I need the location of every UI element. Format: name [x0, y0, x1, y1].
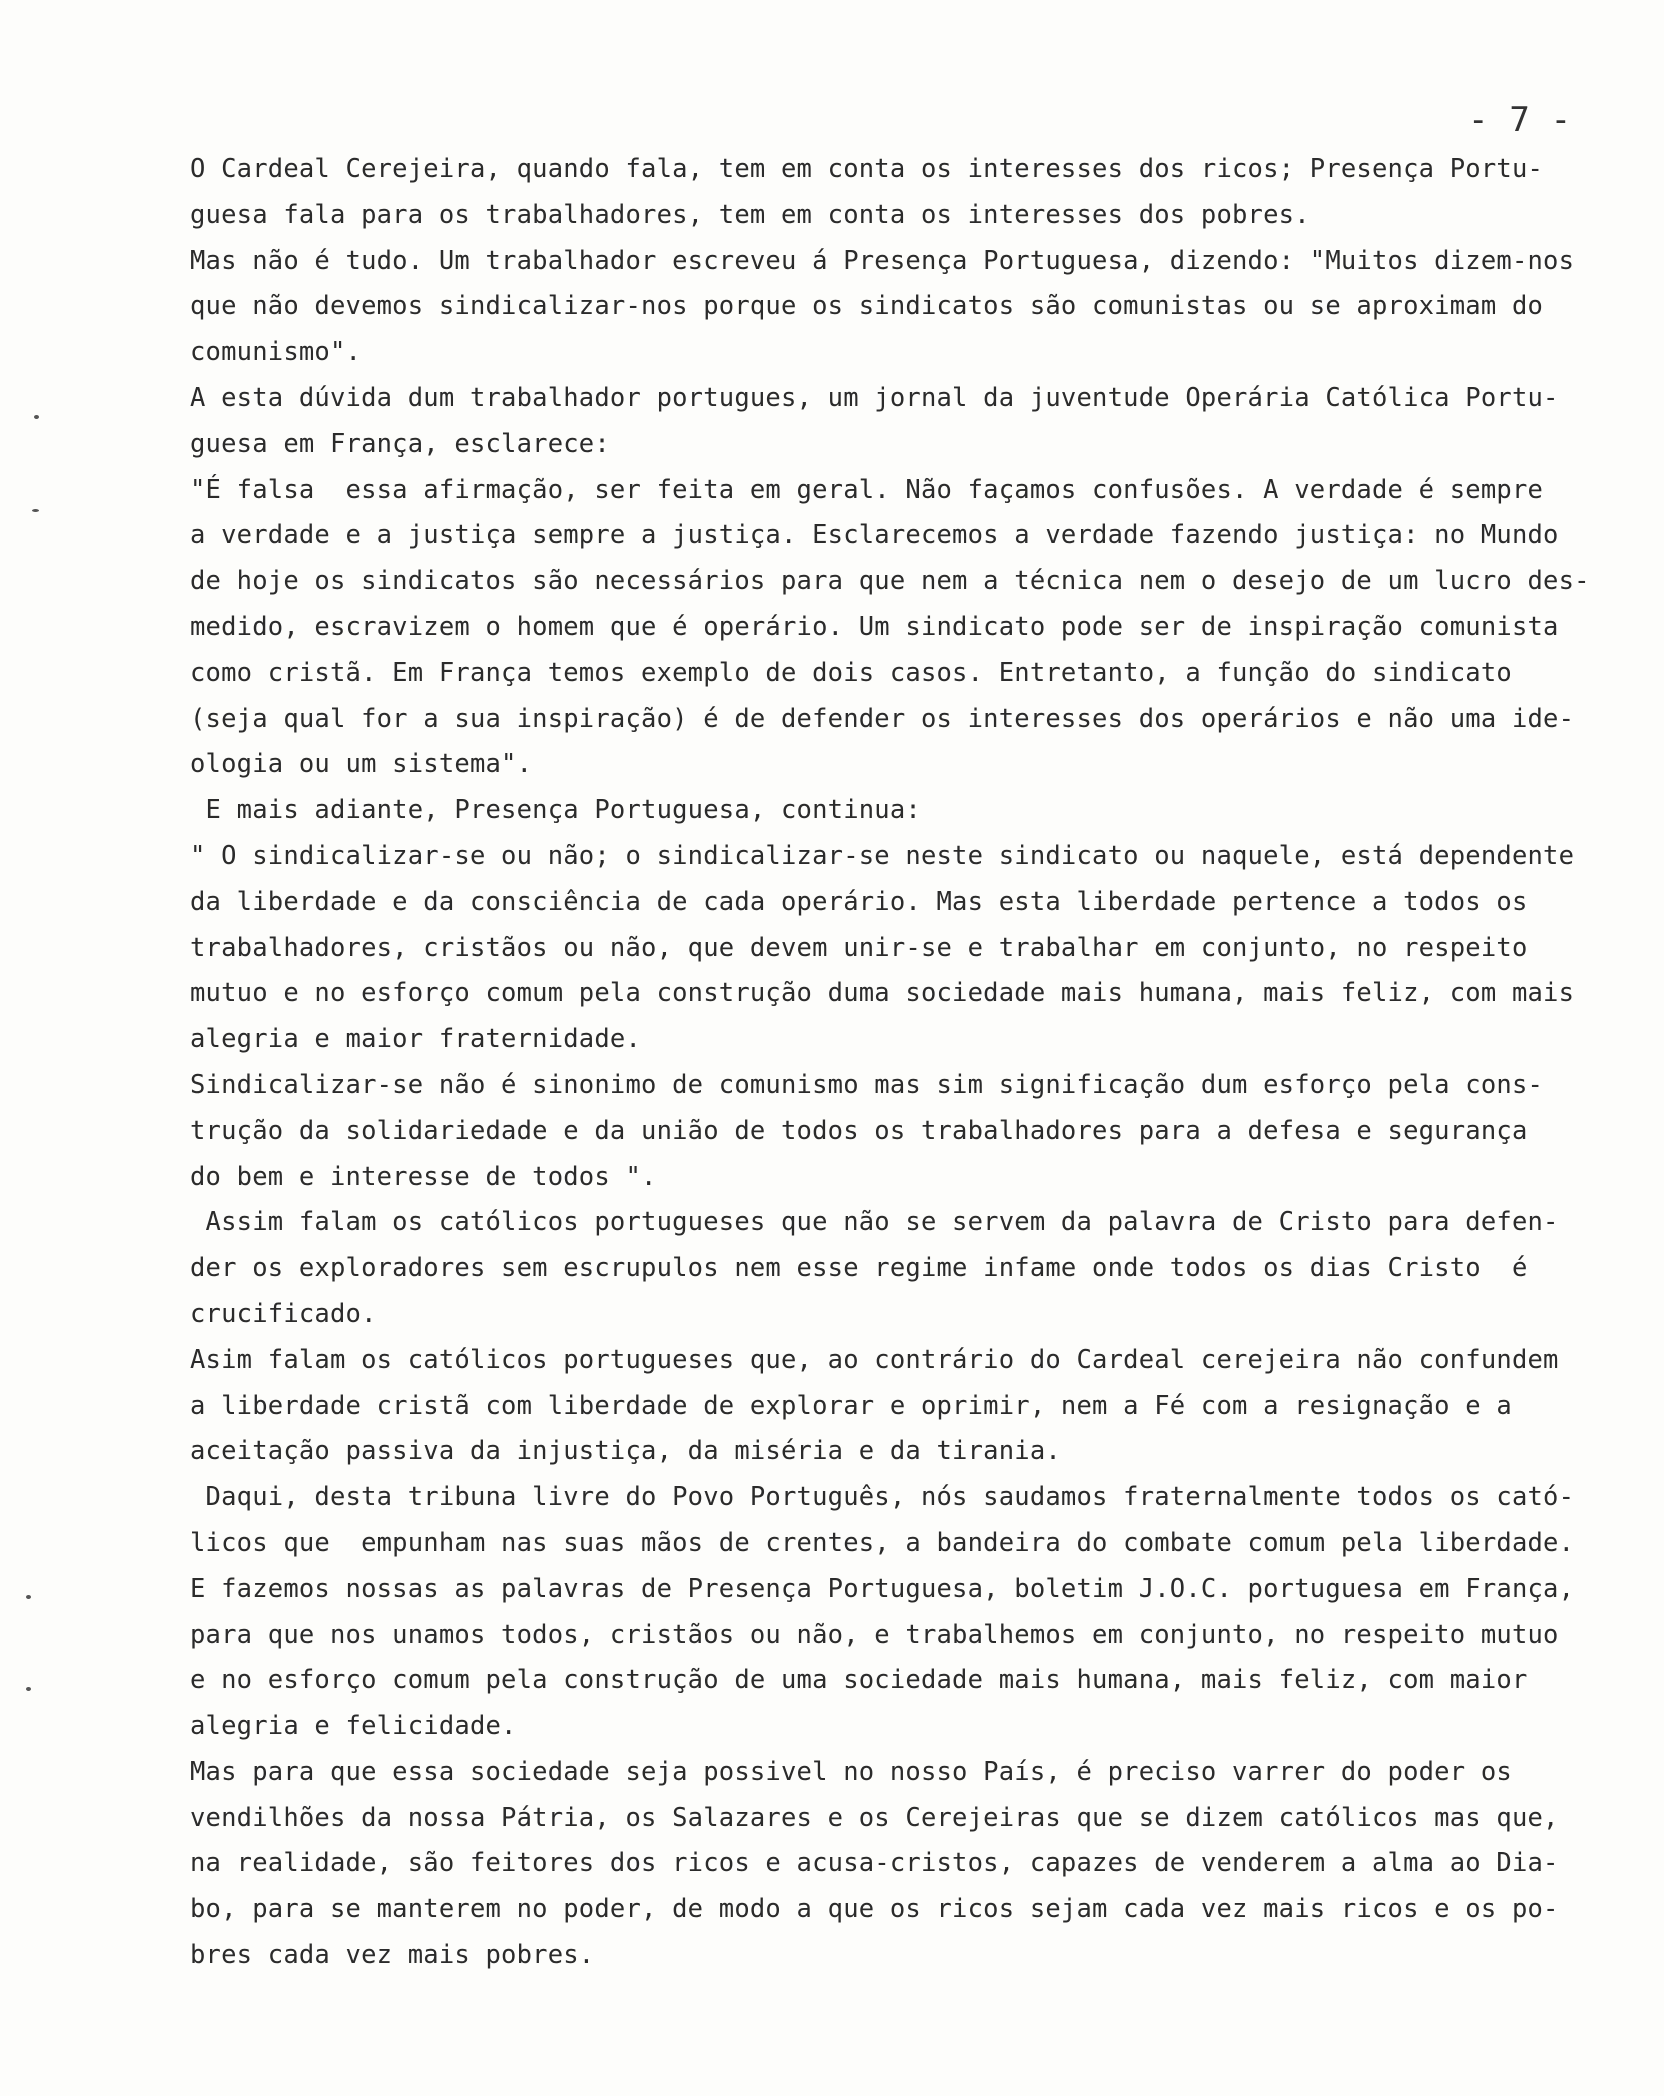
text-line: de hoje os sindicatos são necessários para que nem a técnica nem o desejo de um lucro des-: [190, 566, 1590, 597]
text-line: guesa em França, esclarece:: [190, 428, 610, 459]
text-line: como cristã. Em França temos exemplo de dois casos. Entretanto, a função do sindicato: [190, 657, 1512, 688]
text-line: Mas não é tudo. Um trabalhador escreveu á Presença Portuguesa, dizendo: "Muitos dizem-nos: [190, 245, 1575, 276]
text-line: alegria e felicidade.: [190, 1711, 517, 1742]
text-line: trução da solidariedade e da união de todos os trabalhadores para a defesa e segurança: [190, 1115, 1528, 1146]
text-line: na realidade, são feitores dos ricos e acusa-cristos, capazes de venderem a alma ao Dia-: [190, 1848, 1559, 1879]
text-line: Mas para que essa sociedade seja possivel no nosso País, é preciso varrer do poder os: [190, 1756, 1512, 1787]
text-line: a verdade e a justiça sempre a justiça. Esclarecemos a verdade fazendo justiça: no Mundo: [190, 520, 1559, 551]
text-line: (seja qual for a sua inspiração) é de defender os interesses dos operários e não uma ide-: [190, 703, 1575, 734]
scan-speck: [34, 415, 39, 419]
text-line: alegria e maior fraternidade.: [190, 1024, 642, 1055]
text-line: der os exploradores sem escrupulos nem esse regime infame onde todos os dias Cristo é: [190, 1253, 1528, 1284]
text-line: crucificado.: [190, 1298, 377, 1329]
scan-speck: [32, 509, 39, 512]
text-line: vendilhões da nossa Pátria, os Salazares e os Cerejeiras que se dizem católicos mas que,: [190, 1802, 1559, 1833]
text-line: A esta dúvida dum trabalhador portugues, um jornal da juventude Operária Católica Portu-: [190, 382, 1559, 413]
text-line: da liberdade e da consciência de cada operário. Mas esta liberdade pertence a todos os: [190, 886, 1528, 917]
text-line: a liberdade cristã com liberdade de explorar e oprimir, nem a Fé com a resignação e a: [190, 1390, 1512, 1421]
text-line: para que nos unamos todos, cristãos ou não, e trabalhemos em conjunto, no respeito mutuo: [190, 1619, 1559, 1650]
text-line: guesa fala para os trabalhadores, tem em conta os interesses dos pobres.: [190, 199, 1310, 230]
text-line: e no esforço comum pela construção de uma sociedade mais humana, mais feliz, com maior: [190, 1665, 1528, 1696]
text-line: ologia ou um sistema".: [190, 749, 533, 780]
text-line: que não devemos sindicalizar-nos porque os sindicatos são comunistas ou se aproximam do: [190, 291, 1544, 322]
text-line: comunismo".: [190, 337, 362, 368]
text-line: E mais adiante, Presença Portuguesa, continua:: [190, 795, 921, 826]
text-line: do bem e interesse de todos ".: [190, 1161, 657, 1192]
text-line: Assim falam os católicos portugueses que não se servem da palavra de Cristo para defen-: [190, 1207, 1559, 1238]
text-line: trabalhadores, cristãos ou não, que devem unir-se e trabalhar em conjunto, no respeito: [190, 932, 1528, 963]
text-line: bres cada vez mais pobres.: [190, 1940, 595, 1971]
text-line: Sindicalizar-se não é sinonimo de comunismo mas sim significação dum esforço pela cons-: [190, 1069, 1544, 1100]
scan-speck: [26, 1687, 31, 1691]
text-line: O Cardeal Cerejeira, quando fala, tem em conta os interesses dos ricos; Presença Portu-: [190, 154, 1544, 184]
text-line: licos que empunham nas suas mãos de crentes, a bandeira do combate comum pela liberdade.: [190, 1527, 1575, 1558]
text-line: E fazemos nossas as palavras de Presença Portuguesa, boletim J.O.C. portuguesa em França,: [190, 1573, 1575, 1604]
text-line: Asim falam os católicos portugueses que, ao contrário do Cardeal cerejeira não confundem: [190, 1344, 1559, 1375]
page-number: - 7 -: [1468, 100, 1572, 140]
text-line: aceitação passiva da injustiça, da miséria e da tirania.: [190, 1436, 1061, 1467]
body-text: [190, 152, 1610, 1984]
text-line: medido, escravizem o homem que é operário. Um sindicato pode ser de inspiração comunista: [190, 611, 1559, 642]
text-line: bo, para se manterem no poder, de modo a que os ricos sejam cada vez mais ricos e os po-: [190, 1894, 1559, 1925]
text-line: mutuo e no esforço comum pela construção duma sociedade mais humana, mais feliz, com mais: [190, 978, 1575, 1009]
text-line: " O sindicalizar-se ou não; o sindicalizar-se neste sindicato ou naquele, está dependente: [190, 840, 1575, 871]
scan-speck: [26, 1595, 31, 1599]
text-line: Daqui, desta tribuna livre do Povo Português, nós saudamos fraternalmente todos os cató-: [190, 1482, 1575, 1513]
text-line: "É falsa essa afirmação, ser feita em geral. Não façamos confusões. A verdade é sempre: [190, 474, 1544, 505]
